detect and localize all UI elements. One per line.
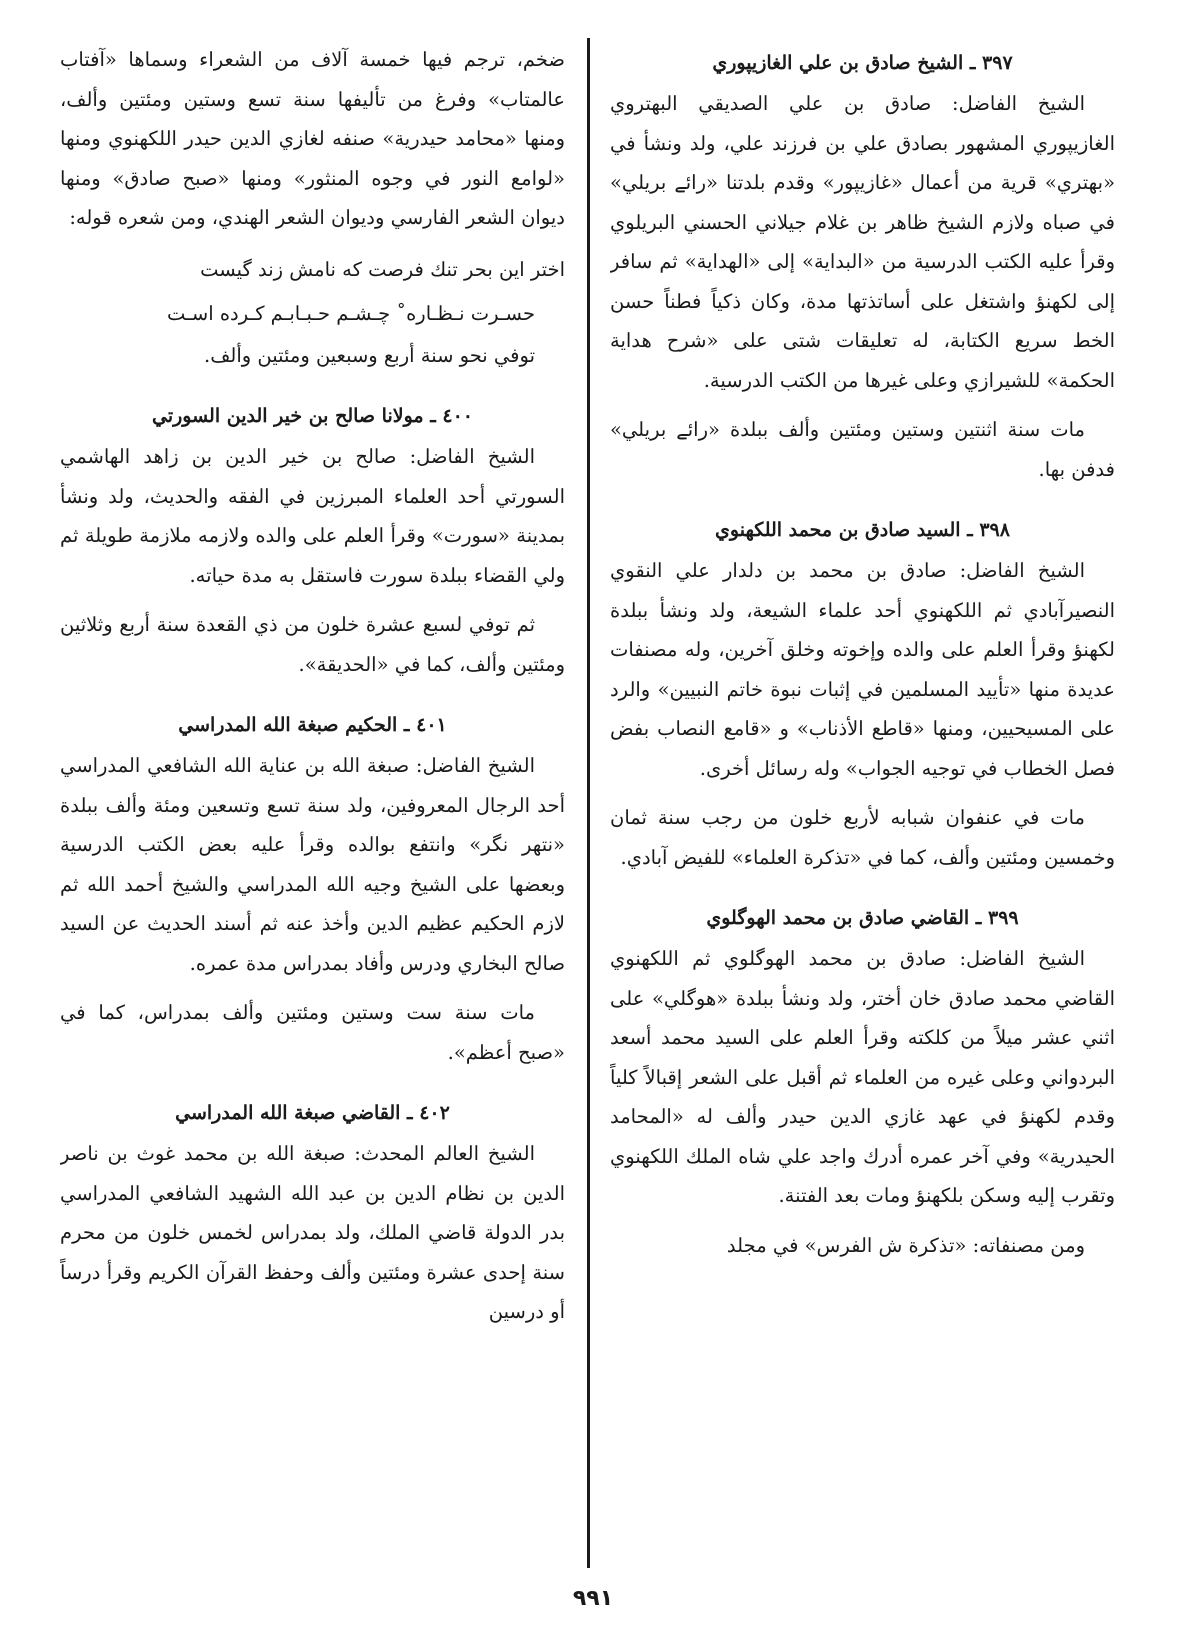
entry-paragraph: مات في عنفوان شبابه لأربع خلون من رجب سنة ثمان وخمسين ومئتين وألف، كما في «تذكرة العلماء» للفيض آبادي.	[610, 806, 1115, 869]
entry-paragraph: مات سنة ست وستين ومئتين وألف بمدراس، كما في «صبح أعظم».	[60, 1001, 565, 1064]
entry-401	[60, 710, 565, 1072]
entry-paragraph: الشيخ الفاضل: صادق بن محمد بن دلدار علي النقوي النصيرآبادي ثم اللكهنوي أحد علماء الشيعة، ولد ونشأ ببلدة لكهنؤ وقرأ العلم على والده وإخوته وخلق آخرين، وله مصنفات عديدة منها «تأييد المسلمين في إثبات نبوة خاتم النبيين» والرد على المسيحيين، ومنها «قاطع الأذناب» و «قامع النصاب بفض فصل الخطاب في توجيه الجواب» وله رسائل أخرى.	[610, 559, 1115, 780]
persian-verse-line: حسـرت نـظـاره˚ چـشـم حـبـابـم كـرده اسـت	[167, 301, 535, 325]
entry-paragraph: الشيخ الفاضل: صالح بن خير الدين بن زاهد الهاشمي السورتي أحد العلماء المبرزين في الفقه والحديث، ولد ونشأ بمدينة «سورت» وقرأ العلم على والده ولازمه ملازمة طويلة ثم ولي القضاء ببلدة سورت فاستقل به مدة حياته.	[60, 445, 565, 587]
entry-paragraph: الشيخ الفاضل: صبغة الله بن عناية الله الشافعي المدراسي أحد الرجال المعروفين، ولد سنة تسع وتسعين ومئة وألف ببلدة «نتهر نگر» وانتفع بوالده وقرأ عليه بعض الكتب الدرسية وبعضها على الشيخ وجيه الله المدراسي والشيخ أحمد الله ثم لازم الحكيم عظيم الدين وأخذ عنه ثم أسند الحديث عن السيد صالح البخاري ودرس وأفاد بمدراس مدة عمره.	[60, 754, 565, 975]
entry-heading: ٣٩٩ ـ القاضي صادق بن محمد الهوگلوي	[706, 907, 1019, 929]
column-divider	[587, 38, 590, 1568]
entry-399-continuation	[60, 40, 565, 375]
entry-heading: ٤٠٠ ـ مولانا صالح بن خير الدين السورتي	[151, 405, 473, 427]
entry-402	[60, 1098, 565, 1332]
entry-397	[610, 48, 1115, 489]
entry-paragraph: ثم توفي لسبع عشرة خلون من ذي القعدة سنة أربع وثلاثين ومئتين وألف، كما في «الحديقة».	[60, 613, 565, 676]
entry-paragraph: توفي نحو سنة أربع وسبعين ومئتين وألف.	[204, 343, 535, 367]
entry-heading: ٣٩٧ ـ الشيخ صادق بن علي الغازيپوري	[712, 52, 1013, 74]
right-column	[610, 40, 1115, 1565]
left-column	[60, 40, 565, 1565]
entry-heading: ٣٩٨ ـ السيد صادق بن محمد اللكهنوي	[715, 519, 1010, 541]
entry-heading: ٤٠١ ـ الحكيم صبغة الله المدراسي	[178, 714, 447, 736]
entry-paragraph: مات سنة اثنتين وستين ومئتين وألف ببلدة «رائے بريلي» فدفن بها.	[610, 418, 1115, 481]
entry-398	[610, 515, 1115, 877]
entry-paragraph: ومن مصنفاته: «تذكرة ش الفرس» في مجلد	[726, 1233, 1085, 1257]
page-number: ٩٩١	[572, 1586, 614, 1611]
continuation-paragraph: ضخم، ترجم فيها خمسة آلاف من الشعراء وسماها «آفتاب عالمتاب» وفرغ من تأليفها سنة تسع وستين ومئتين وألف، ومنها «محامد حيدرية» صنفه لغازي الدين حيدر اللكهنوي ومنها «لوامع النور في وجوه المنثور» ومنها «صبح صادق» ومنها ديوان الشعر الفارسي وديوان الشعر الهندي، ومن شعره قوله:	[60, 48, 565, 229]
entry-399	[610, 903, 1115, 1265]
entry-heading: ٤٠٢ ـ القاضي صبغة الله المدراسي	[175, 1102, 450, 1124]
entry-400	[60, 401, 565, 684]
entry-paragraph: الشيخ الفاضل: صادق بن محمد الهوگلوي ثم اللكهنوي القاضي محمد صادق خان أختر، ولد ونشأ ببلدة «هوگلي» على اثني عشر ميلاً من كلكته وقرأ العلم على السيد محمد أسعد البردواني وعلى غيره من العلماء ثم أقبل على الشعر إقبالاً كلياً وقدم لكهنؤ في عهد غازي الدين حيدر وألف له «المحامد الحيدرية» وفي آخر عمره أدرك واجد علي شاه الملك اللكهنوي وتقرب إليه وسكن بلكهنؤ ومات بعد الفتنة.	[610, 947, 1115, 1207]
entry-paragraph: الشيخ الفاضل: صادق بن علي الصديقي البهتروي الغازيپوري المشهور بصادق علي بن فرزند علي، ولد ونشأ في «بهتري» قرية من أعمال «غازيپور» وقدم بلدتنا «رائے بريلي» في صباه ولازم الشيخ ظاهر بن غلام جيلاني الحسني البريلوي وقرأ عليه الكتب الدرسية من «البداية» إلى «الهداية» ثم سافر إلى لكهنؤ واشتغل على أساتذتها مدة، وكان ذكياً فطناً حسن الخط سريع الكتابة، له تعليقات شتى على «شرح هداية الحكمة» للشيرازي وعلى غيرها من الكتب الدرسية.	[610, 92, 1115, 392]
persian-verse-line: اختر اين بحر تنك فرصت كه نامش زند گيست	[200, 257, 565, 281]
entry-paragraph: الشيخ العالم المحدث: صبغة الله بن محمد غوث بن ناصر الدين بن نظام الدين بن عبد الله الشهيد الشافعي المدراسي بدر الدولة قاضي الملك، ولد بمدراس لخمس خلون من محرم سنة إحدى عشرة ومئتين وألف وحفظ القرآن الكريم وقرأ درساً أو درسين	[60, 1142, 565, 1323]
